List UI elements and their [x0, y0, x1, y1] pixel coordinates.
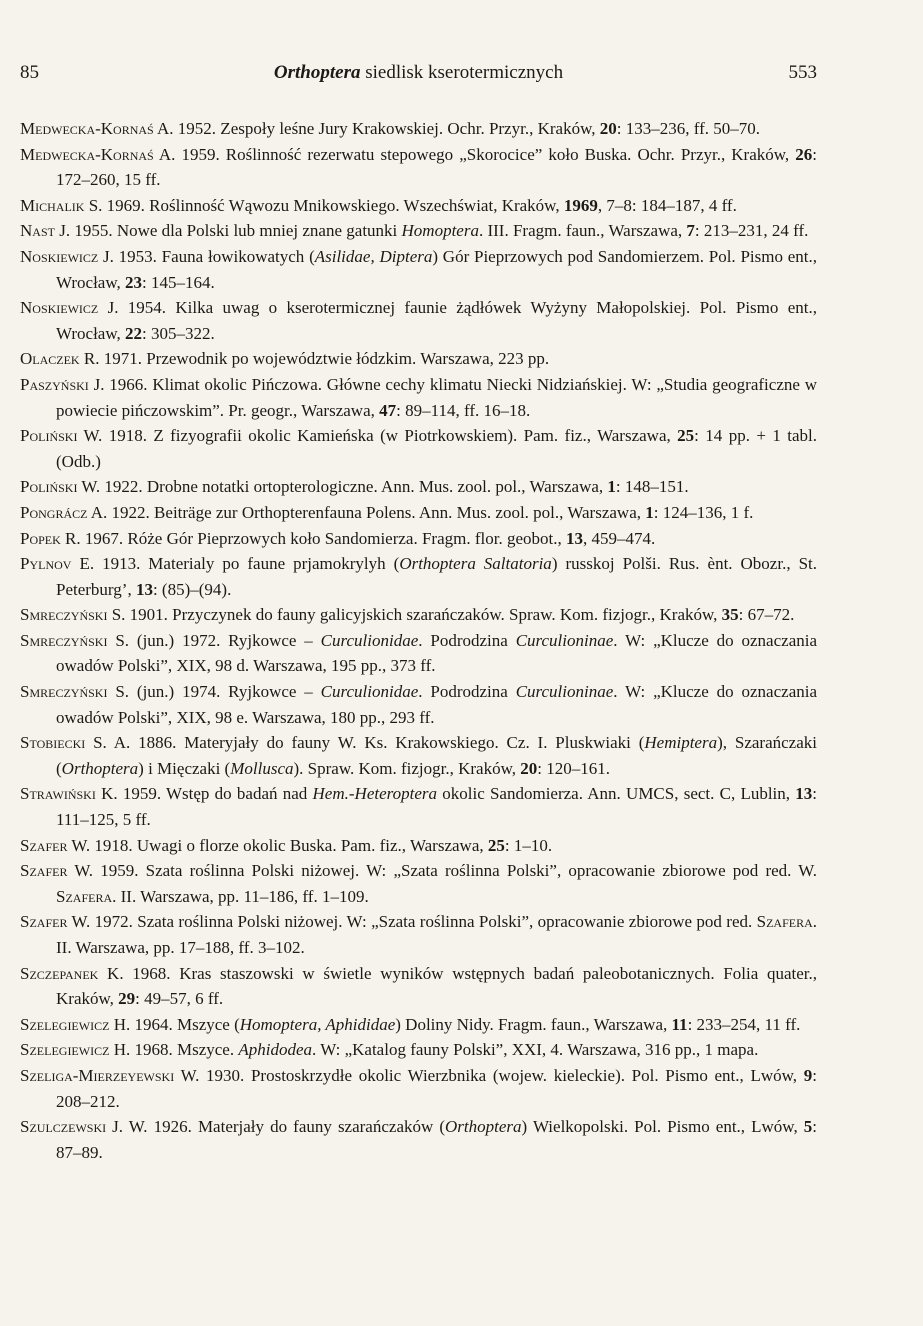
reference-entry — [20, 1037, 817, 1063]
reference-list — [20, 116, 817, 1165]
reference-text: . III. Fragm. faun., Warszawa, — [478, 221, 687, 241]
volume-number: 13 — [795, 784, 813, 804]
reference-author: Szafer — [20, 835, 68, 855]
reference-text: K. 1968. Kras staszowski w świetle wyników wstępnych badań paleobotanicznych. Folia quater., Kraków, — [56, 963, 817, 1009]
reference-author: Stobiecki — [20, 733, 86, 753]
reference-author: Smreczyński — [20, 630, 108, 650]
reference-entry — [20, 858, 817, 909]
reference-text: : 305–322. — [142, 323, 215, 343]
reference-author: Strawiński — [20, 784, 96, 804]
reference-text: W. 1972. Szata roślinna Polski niżowej. W: „Szata roślinna Polski”, opracowanie zbiorowe pod red. — [67, 912, 757, 932]
reference-text: W. 1959. Szata roślinna Polski niżowej. W: „Szata roślinna Polski”, opracowanie zbiorowe pod red. W. — [67, 861, 817, 881]
taxon-name: Orthoptera — [445, 1117, 522, 1137]
reference-entry — [20, 551, 817, 602]
reference-author: Medwecka-Kornaś — [20, 144, 154, 164]
taxon-name: Curculionidae — [320, 682, 419, 702]
volume-number: 25 — [487, 835, 505, 855]
volume-number: 47 — [379, 400, 397, 420]
reference-text: S. 1901. Przyczynek do fauny galicyjskich szarańczaków. Spraw. Kom. fizjogr., Kraków, — [107, 605, 722, 625]
reference-author: Olaczek — [20, 349, 80, 369]
reference-entry — [20, 142, 817, 193]
reference-author: Noskiewicz — [20, 246, 99, 266]
reference-entry — [20, 602, 817, 628]
reference-text: , 459–474. — [582, 528, 656, 548]
reference-entry — [20, 500, 817, 526]
reference-text: W. 1918. Z fizyografii okolic Kamieńska (w Piotrkowskiem). Pam. fiz., Warszawa, — [77, 426, 678, 446]
reference-text: W. 1922. Drobne notatki ortopterologiczne. Ann. Mus. zool. pol., Warszawa, — [77, 477, 608, 497]
editor-name: Szafera — [56, 886, 113, 906]
reference-text: : 49–57, 6 ff. — [135, 989, 224, 1009]
reference-entry — [20, 193, 817, 219]
reference-text: S. A. 1886. Materyjały do fauny W. Ks. Krakowskiego. Cz. I. Pluskwiaki ( — [85, 733, 645, 753]
reference-text: A. 1952. Zespoły leśne Jury Krakowskiej. Ochr. Przyr., Kraków, — [153, 119, 600, 138]
taxon-name: Orthoptera — [61, 758, 139, 778]
reference-text: ), Szarańczaki ( — [56, 733, 817, 778]
reference-entry — [20, 961, 817, 1012]
volume-number: 13 — [135, 579, 153, 599]
reference-author: Paszyński — [20, 374, 89, 394]
reference-text: J. W. 1926. Materjały do fauny szarańczaków ( — [106, 1117, 446, 1137]
reference-text: ). Spraw. Kom. fizjogr., Kraków, — [293, 758, 521, 778]
reference-author: Szulczewski — [20, 1117, 107, 1137]
running-title-rest: siedlisk kserotermicznych — [360, 62, 564, 83]
reference-author: Noskiewicz — [20, 298, 99, 318]
reference-text: ) i Mięczaki ( — [138, 758, 231, 778]
reference-text: : 67–72. — [738, 605, 795, 625]
reference-text: . W: „Klucze do oznaczania owadów Polski”, XIX, 98 e. Warszawa, 180 pp., 293 ff. — [56, 682, 818, 727]
volume-number: 5 — [803, 1117, 813, 1137]
reference-entry — [20, 346, 817, 372]
reference-text: : 120–161. — [537, 758, 611, 778]
taxon-name: Curculionidae — [320, 630, 419, 650]
reference-entry — [20, 116, 817, 142]
taxon-name: Hemiptera — [644, 733, 718, 753]
reference-author: Popek — [20, 528, 61, 548]
volume-number: 1 — [607, 477, 616, 497]
taxon-name: Aphidodea — [238, 1040, 312, 1060]
reference-author: Poliński — [20, 477, 78, 497]
reference-author: Smreczyński — [20, 682, 108, 702]
reference-entry — [20, 679, 817, 730]
reference-entry — [20, 372, 817, 423]
reference-author: Szelegiewicz — [20, 1040, 110, 1060]
taxon-name: Hem.-Heteroptera — [312, 784, 438, 804]
reference-text: . II. Warszawa, pp. 17–188, ff. 3–102. — [56, 912, 817, 957]
reference-author: Pongrácz — [20, 502, 88, 522]
reference-text: ) russkoj Polši. Rus. ènt. Obozr., St. Peterburg’, — [56, 554, 817, 599]
reference-text: K. 1959. Wstęp do badań nad — [95, 784, 313, 804]
reference-text: . W: „Katalog fauny Polski”, XXI, 4. Warszawa, 316 pp., 1 mapa. — [312, 1040, 759, 1060]
reference-text: : 133–236, ff. 50–70. — [616, 119, 760, 138]
reference-text: H. 1968. Mszyce. — [109, 1040, 239, 1060]
reference-text: ) Doliny Nidy. Fragm. faun., Warszawa, — [395, 1014, 672, 1034]
reference-entry — [20, 423, 817, 474]
reference-text: J. 1966. Klimat okolic Pińczowa. Główne cechy klimatu Niecki Nidziańskiej. W: „Studia geograficzne w powiecie pińczowskim”. Pr. geogr., Warszawa, — [56, 374, 817, 420]
reference-text: J. 1954. Kilka uwag o kserotermicznej faunie żądłówek Wyżyny Małopolskiej. Pol. Pismo ent., Wrocław, — [56, 298, 817, 343]
reference-text: okolic Sandomierza. Ann. UMCS, sect. C, Lublin, — [437, 784, 796, 804]
taxon-name: Curculioninae — [515, 682, 614, 702]
reference-entry — [20, 909, 817, 960]
running-title-genus: Orthoptera — [273, 62, 361, 83]
reference-entry — [20, 833, 817, 859]
reference-text: : 148–151. — [615, 477, 689, 497]
reference-text: . Podrodzina — [418, 630, 516, 650]
reference-text: H. 1964. Mszyce ( — [109, 1014, 240, 1034]
reference-entry — [20, 295, 817, 346]
volume-number: 29 — [118, 989, 136, 1009]
volume-number: 35 — [721, 605, 739, 625]
reference-text: , 7–8: 184–187, 4 ff. — [597, 195, 737, 215]
reference-author: Szafer — [20, 861, 68, 881]
volume-number: 23 — [125, 272, 143, 292]
taxon-name: Homoptera — [401, 221, 479, 241]
volume-number: 26 — [795, 144, 813, 164]
reference-entry — [20, 244, 817, 295]
reference-entry — [20, 1063, 817, 1114]
reference-author: Smreczyński — [20, 605, 108, 625]
reference-entry — [20, 218, 817, 244]
volume-number: 13 — [565, 528, 583, 548]
reference-text: S. (jun.) 1974. Ryjkowce – — [107, 682, 321, 702]
reference-author: Nast — [20, 221, 55, 241]
editor-name: Szafera — [756, 912, 813, 932]
reference-entry — [20, 526, 817, 552]
volume-number: 22 — [125, 323, 143, 343]
volume-number: 20 — [520, 758, 538, 778]
volume-number: 1 — [645, 502, 654, 522]
reference-text: : 1–10. — [504, 835, 553, 855]
reference-text: : 87–89. — [56, 1117, 817, 1162]
reference-text: R. 1967. Róże Gór Pieprzowych koło Sandomierza. Fragm. flor. geobot., — [60, 528, 566, 548]
volume-number: 1969 — [563, 195, 598, 215]
volume-number: 25 — [677, 426, 695, 446]
reference-entry — [20, 730, 817, 781]
reference-text: S. (jun.) 1972. Ryjkowce – — [107, 630, 321, 650]
taxon-name: Curculioninae — [515, 630, 614, 650]
reference-text: S. 1969. Roślinność Wąwozu Mnikowskiego. Wszechświat, Kraków, — [84, 195, 564, 215]
volume-number: 11 — [671, 1014, 688, 1034]
reference-text: : (85)–(94). — [152, 579, 232, 599]
volume-number: 7 — [686, 221, 695, 241]
reference-text: A. 1922. Beiträge zur Orthopterenfauna Polens. Ann. Mus. zool. pol., Warszawa, — [87, 502, 646, 522]
reference-text: . Podrodzina — [418, 682, 516, 702]
running-head — [20, 62, 817, 88]
reference-text: : 213–231, 24 ff. — [694, 221, 809, 241]
page-number-left: 85 — [20, 62, 39, 83]
reference-text: : 172–260, 15 ff. — [56, 144, 817, 190]
reference-text: . W: „Klucze do oznaczania owadów Polski”, XIX, 98 d. Warszawa, 195 pp., 373 ff. — [56, 630, 818, 676]
reference-text: : 145–164. — [142, 272, 215, 292]
page-number-right: 553 — [788, 62, 817, 83]
reference-text: : 14 pp. + 1 tabl. (Odb.) — [56, 426, 817, 471]
reference-text: W. 1918. Uwagi o florze okolic Buska. Pam. fiz., Warszawa, — [67, 835, 488, 855]
reference-author: Medwecka-Kornaś — [20, 119, 154, 138]
reference-text: J. 1955. Nowe dla Polski lub mniej znane gatunki — [54, 221, 402, 241]
running-title — [20, 62, 817, 84]
reference-text: R. 1971. Przewodnik po województwie łódzkim. Warszawa, 223 pp. — [79, 349, 550, 369]
reference-entry — [20, 1114, 817, 1165]
reference-text: . II. Warszawa, pp. 11–186, ff. 1–109. — [112, 886, 369, 906]
reference-text: : 233–254, 11 ff. — [687, 1014, 801, 1034]
reference-author: Michalik — [20, 195, 85, 215]
reference-text: : 89–114, ff. 16–18. — [396, 400, 531, 420]
reference-text: J. 1953. Fauna łowikowatych ( — [98, 246, 315, 266]
reference-text: : 208–212. — [56, 1065, 817, 1111]
reference-text: : 111–125, 5 ff. — [56, 784, 818, 830]
reference-author: Poliński — [20, 426, 78, 446]
reference-author: Pylnov — [20, 554, 72, 574]
reference-text: ) Gór Pieprzowych pod Sandomierzem. Pol. Pismo ent., Wrocław, — [56, 246, 817, 292]
reference-text: ) Wielkopolski. Pol. Pismo ent., Lwów, — [521, 1117, 804, 1137]
reference-author: Szczepanek — [20, 963, 99, 983]
reference-text: W. 1930. Prostoskrzydłe okolic Wierzbnika (wojew. kieleckie). Pol. Pismo ent., Lwów, — [174, 1065, 804, 1085]
volume-number: 9 — [803, 1065, 813, 1085]
taxon-name: Orthoptera Saltatoria — [399, 554, 552, 574]
reference-text: : 124–136, 1 f. — [653, 502, 754, 522]
taxon-name: Homoptera, Aphididae — [239, 1014, 396, 1034]
reference-entry — [20, 474, 817, 500]
reference-author: Szeliga-Mierzeyewski — [20, 1065, 175, 1085]
reference-text: A. 1959. Roślinność rezerwatu stepowego „Skorocice” koło Buska. Ochr. Przyr., Kraków, — [153, 144, 796, 164]
taxon-name: Asilidae, Diptera — [314, 246, 433, 266]
reference-entry — [20, 628, 817, 679]
taxon-name: Mollusca — [230, 758, 294, 778]
volume-number: 20 — [599, 119, 617, 138]
reference-author: Szafer — [20, 912, 68, 932]
reference-entry — [20, 781, 817, 832]
reference-entry — [20, 1012, 817, 1038]
reference-author: Szelegiewicz — [20, 1014, 110, 1034]
reference-text: E. 1913. Materialy po faune prjamokrylyh ( — [71, 554, 400, 574]
